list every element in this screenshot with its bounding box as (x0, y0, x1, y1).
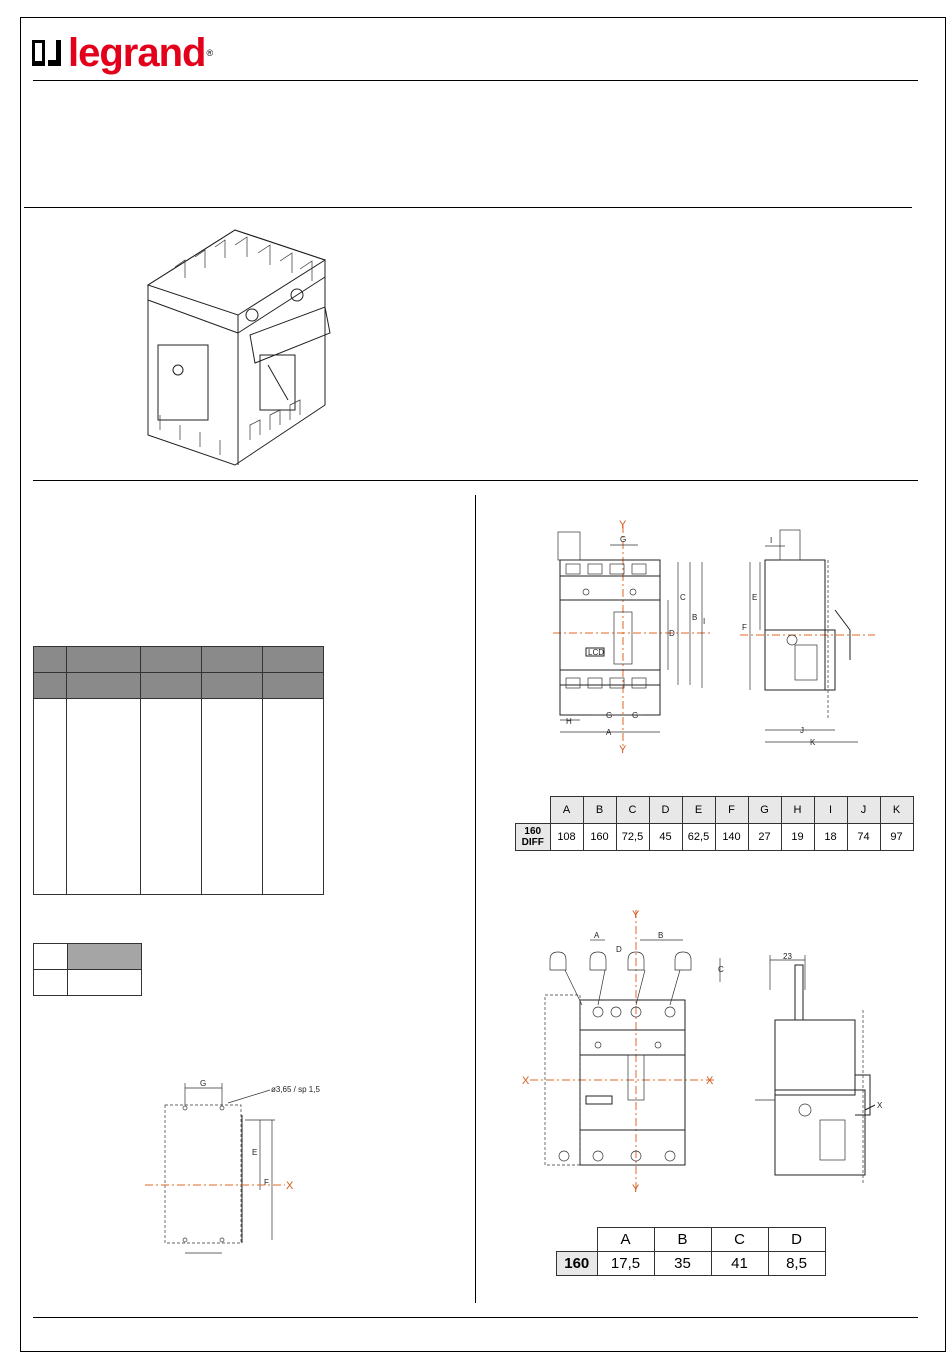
terminal-cell-a: 17,5 (597, 1252, 654, 1276)
front-g-top-label: G (620, 535, 627, 544)
dimensions-cell-c: 72,5 (616, 824, 649, 851)
spec-table (33, 646, 324, 895)
front-g-bottom-label-1: G (606, 711, 613, 720)
small-table-cell (68, 970, 142, 996)
drill-x-label: X (286, 1180, 294, 1192)
terminal-d-label: D (616, 945, 622, 954)
spec-table-subheader (67, 673, 141, 699)
dimensions-table-header: K (880, 797, 913, 824)
terminal-cell-b: 35 (654, 1252, 711, 1276)
side-dim-23-label: 23 (783, 952, 792, 961)
front-d-label: D (669, 629, 675, 638)
dimensions-cell-g: 27 (748, 824, 781, 851)
drill-hole-note: ø3,65 / sp 1,5 (271, 1085, 320, 1094)
spec-table-cell (263, 699, 324, 895)
terminal-table (556, 1227, 826, 1276)
footer-rule (33, 1317, 918, 1318)
dimension-drawing-front (548, 520, 718, 755)
terminal-table-corner (557, 1228, 598, 1252)
terminal-b-label: B (658, 931, 664, 940)
dimensions-table-header: B (583, 797, 616, 824)
terminal-table-header-a: A (597, 1228, 654, 1252)
small-table-cell (34, 944, 68, 970)
spec-table-subheader (263, 673, 324, 699)
dimensions-table-header: D (649, 797, 682, 824)
front-c-label: C (680, 593, 686, 602)
side-i-label: I (770, 536, 773, 545)
terminal-c-label: C (718, 965, 724, 974)
spec-table-corner (34, 647, 67, 673)
spec-table-header (263, 647, 324, 673)
dimensions-row-label: 160 DIFF (516, 824, 551, 851)
title-rule (24, 207, 912, 208)
side-e-label: E (752, 593, 758, 602)
front-g-bottom-label-2: G (632, 711, 639, 720)
spec-table-cell (141, 699, 202, 895)
terminal-row-label: 160 (557, 1252, 598, 1276)
terminal-cell-c: 41 (711, 1252, 768, 1276)
terminal-drawing-front (520, 909, 724, 1195)
terminal-table-header-d: D (768, 1228, 825, 1252)
dimensions-cell-h: 19 (781, 824, 814, 851)
front-h-label: H (566, 717, 572, 726)
dimensions-cell-d: 45 (649, 824, 682, 851)
spec-table-cell (34, 699, 67, 895)
legrand-wordmark: legrand (68, 31, 206, 75)
dimensions-cell-b: 160 (583, 824, 616, 851)
front-y-top-label: Y (619, 519, 627, 531)
drill-g-label: G (200, 1079, 207, 1088)
small-table (33, 943, 142, 996)
dimensions-cell-e: 62,5 (682, 824, 715, 851)
spec-table-header (202, 647, 263, 673)
terminal-y-bottom-label: Y (632, 1183, 640, 1195)
drill-f-label: F (264, 1178, 269, 1187)
breaker-product-image (140, 215, 340, 470)
side-f-label: F (742, 623, 747, 632)
spec-table-cell (67, 699, 141, 895)
spec-table-subheader (34, 673, 67, 699)
terminal-table-header-c: C (711, 1228, 768, 1252)
dimensions-cell-k: 97 (880, 824, 913, 851)
drilling-template-drawing (140, 1075, 360, 1275)
header-rule (33, 80, 918, 81)
drill-e-label: E (252, 1148, 258, 1157)
dimensions-table (515, 796, 914, 851)
front-b-label: B (692, 613, 698, 622)
spec-table-cell (202, 699, 263, 895)
legrand-logo (32, 30, 213, 76)
terminal-x-right-label: X (706, 1075, 714, 1087)
small-table-cell (34, 970, 68, 996)
spec-table-subheader (141, 673, 202, 699)
terminal-drawing-side (755, 950, 885, 1185)
front-y-bottom-label: Y (619, 744, 627, 756)
dimensions-table-corner (516, 797, 551, 824)
dimensions-cell-j: 74 (847, 824, 880, 851)
front-lcd-label: LCD (588, 648, 605, 657)
spec-table-subheader (202, 673, 263, 699)
dimensions-table-header: C (616, 797, 649, 824)
terminal-table-header-b: B (654, 1228, 711, 1252)
dimensions-table-header: G (748, 797, 781, 824)
registered-mark: ® (206, 48, 214, 58)
dimensions-table-header: F (715, 797, 748, 824)
spec-table-header (67, 647, 141, 673)
side-j-label: J (800, 726, 804, 735)
dimensions-table-header: I (814, 797, 847, 824)
front-i-label: I (703, 617, 706, 626)
legrand-logo-mark (32, 38, 62, 68)
terminal-cell-d: 8,5 (768, 1252, 825, 1276)
product-rule (33, 480, 918, 481)
front-a-label: A (606, 728, 612, 737)
column-divider (475, 495, 476, 1303)
dimensions-cell-f: 140 (715, 824, 748, 851)
dimensions-table-header: A (550, 797, 583, 824)
dimensions-cell-a: 108 (550, 824, 583, 851)
terminal-x-left-label: X (522, 1075, 530, 1087)
dimension-drawing-side (740, 520, 880, 755)
dimensions-table-header: H (781, 797, 814, 824)
spec-table-header (141, 647, 202, 673)
terminal-a-label: A (594, 931, 600, 940)
dimensions-cell-i: 18 (814, 824, 847, 851)
dimensions-table-header: E (682, 797, 715, 824)
side-x-label: X (877, 1101, 883, 1110)
dimensions-table-header: J (847, 797, 880, 824)
small-table-header (68, 944, 142, 970)
side-k-label: K (810, 738, 816, 747)
terminal-y-top-label: Y (632, 909, 640, 921)
